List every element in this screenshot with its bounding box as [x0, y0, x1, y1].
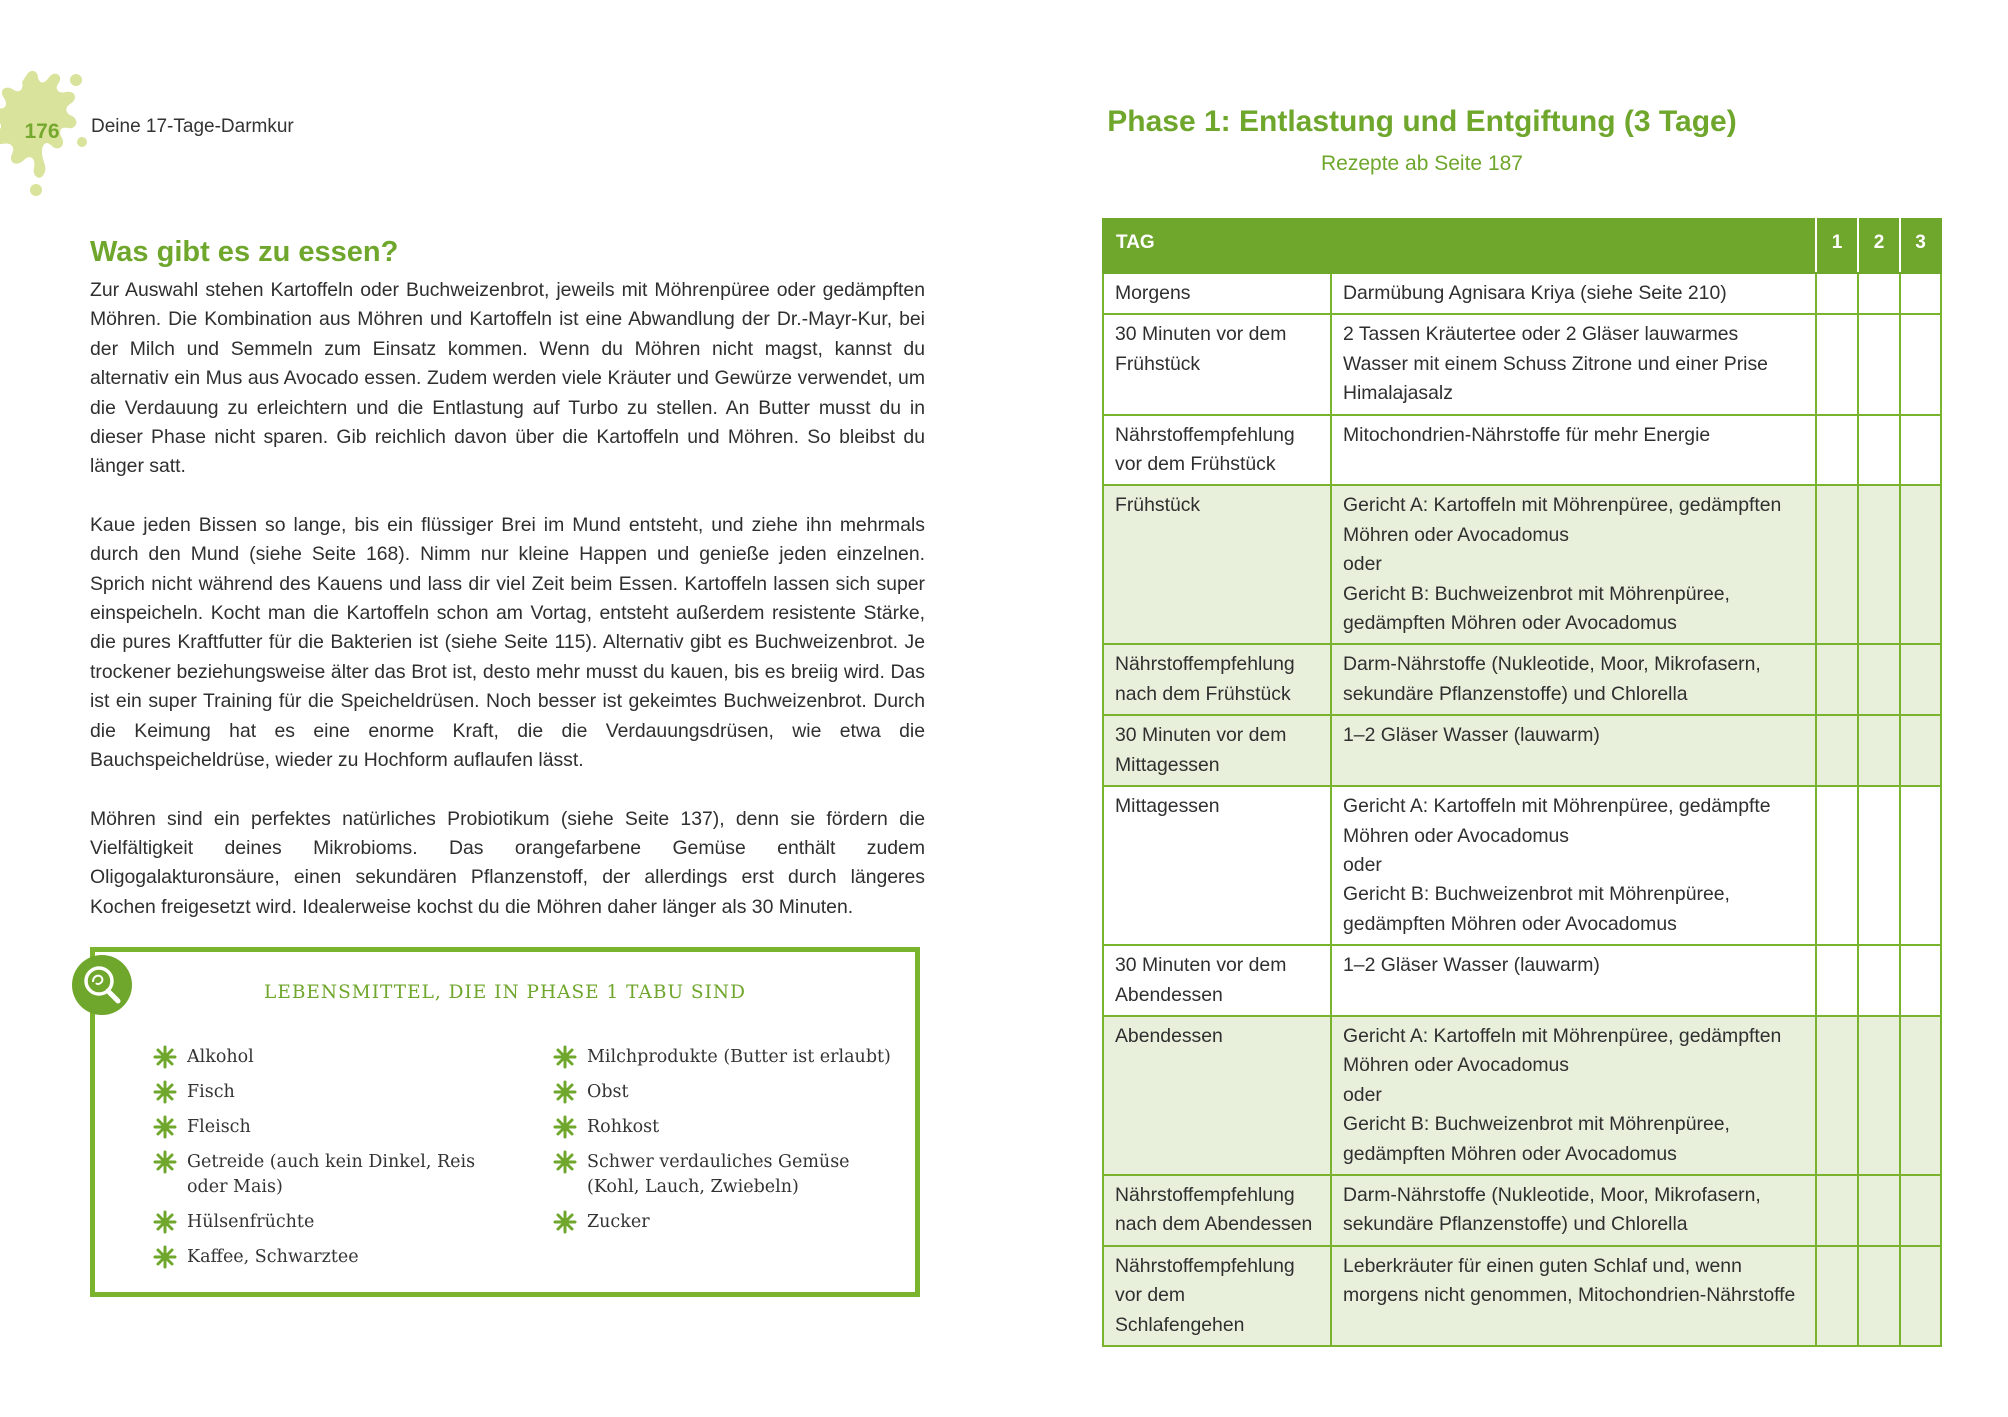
row-label: Nährstoffempfehlung vor dem Frühstück [1103, 415, 1331, 486]
list-item: Zucker [553, 1210, 903, 1235]
bullet-star-icon [153, 1080, 177, 1104]
table-row [1103, 485, 1941, 644]
row-label: Nährstoffempfehlung nach dem Frühstück [1103, 644, 1331, 715]
table-body [1103, 273, 1941, 1346]
list-item: Kaffee, Schwarztee [153, 1245, 483, 1270]
phase-title: Phase 1: Entlastung und Entgiftung (3 Tage) [1107, 105, 1737, 138]
list-item: Milchprodukte (Butter ist erlaubt) [553, 1045, 903, 1070]
bullet-star-icon [553, 1210, 577, 1234]
day-checkbox-cell-3[interactable] [1900, 945, 1941, 1016]
row-content: 1–2 Gläser Wasser (lauwarm) [1331, 945, 1816, 1016]
day-checkbox-cell-3[interactable] [1900, 314, 1941, 414]
bullet-star-icon [553, 1115, 577, 1139]
day-checkbox-cell-1[interactable] [1816, 715, 1858, 786]
bullet-star-icon [153, 1245, 177, 1269]
tabu-list-left [153, 1045, 483, 1280]
day-checkbox-cell-3[interactable] [1900, 1175, 1941, 1246]
header-day-1: 1 [1816, 219, 1858, 273]
day-checkbox-cell-1[interactable] [1816, 644, 1858, 715]
tabu-box-title: LEBENSMITTEL, DIE IN PHASE 1 TABU SIND [264, 982, 746, 1003]
header-tag: TAG [1103, 219, 1816, 273]
row-content: Darmübung Agnisara Kriya (siehe Seite 210) [1331, 273, 1816, 314]
phase-plan-table [1102, 218, 1942, 1347]
row-content: Gericht A: Kartoffeln mit Möhrenpüree, gedämpften Möhren oder Avocadomus oder Gericht B: Buchweizenbrot mit Möhrenpüree, gedämpften Möhren oder Avocadomus [1331, 1016, 1816, 1175]
table-row [1103, 415, 1941, 486]
table-row [1103, 1016, 1941, 1175]
table-row [1103, 314, 1941, 414]
row-label: 30 Minuten vor dem Mittagessen [1103, 715, 1331, 786]
day-checkbox-cell-1[interactable] [1816, 415, 1858, 486]
row-label: 30 Minuten vor dem Abendessen [1103, 945, 1331, 1016]
list-item: Obst [553, 1080, 903, 1105]
row-content: 1–2 Gläser Wasser (lauwarm) [1331, 715, 1816, 786]
day-checkbox-cell-1[interactable] [1816, 1016, 1858, 1175]
row-label: 30 Minuten vor dem Frühstück [1103, 314, 1331, 414]
day-checkbox-cell-2[interactable] [1858, 485, 1900, 644]
list-item: Schwer verdauliches Gemüse (Kohl, Lauch, Zwiebeln) [553, 1150, 903, 1200]
day-checkbox-cell-2[interactable] [1858, 1016, 1900, 1175]
header-day-2: 2 [1858, 219, 1900, 273]
table-row [1103, 644, 1941, 715]
bullet-star-icon [553, 1080, 577, 1104]
row-content: Leberkräuter für einen guten Schlaf und, wenn morgens nicht genommen, Mitochondrien-Nährstoffe [1331, 1246, 1816, 1346]
row-label: Abendessen [1103, 1016, 1331, 1175]
phase-subtitle: Rezepte ab Seite 187 [1321, 152, 1523, 175]
list-item: Alkohol [153, 1045, 483, 1070]
row-label: Nährstoffempfehlung vor dem Schlafengehen [1103, 1246, 1331, 1346]
running-head: Deine 17-Tage-Darmkur [91, 116, 294, 137]
list-item: Rohkost [553, 1115, 903, 1140]
day-checkbox-cell-2[interactable] [1858, 273, 1900, 314]
body-text [90, 276, 925, 922]
table-header-row [1103, 219, 1941, 273]
table-row [1103, 273, 1941, 314]
list-item: Fleisch [153, 1115, 483, 1140]
day-checkbox-cell-3[interactable] [1900, 1016, 1941, 1175]
row-label: Nährstoffempfehlung nach dem Abendessen [1103, 1175, 1331, 1246]
day-checkbox-cell-3[interactable] [1900, 485, 1941, 644]
row-label: Frühstück [1103, 485, 1331, 644]
day-checkbox-cell-2[interactable] [1858, 715, 1900, 786]
day-checkbox-cell-1[interactable] [1816, 485, 1858, 644]
day-checkbox-cell-2[interactable] [1858, 314, 1900, 414]
day-checkbox-cell-3[interactable] [1900, 644, 1941, 715]
day-checkbox-cell-1[interactable] [1816, 1175, 1858, 1246]
list-item: Hülsenfrüchte [153, 1210, 483, 1235]
row-content: Darm-Nährstoffe (Nukleotide, Moor, Mikrofasern, sekundäre Pflanzenstoffe) und Chlorella [1331, 1175, 1816, 1246]
day-checkbox-cell-2[interactable] [1858, 1246, 1900, 1346]
table-row [1103, 1246, 1941, 1346]
header-day-3: 3 [1900, 219, 1941, 273]
row-content: Mitochondrien-Nährstoffe für mehr Energie [1331, 415, 1816, 486]
day-checkbox-cell-2[interactable] [1858, 1175, 1900, 1246]
day-checkbox-cell-2[interactable] [1858, 945, 1900, 1016]
row-content: Gericht A: Kartoffeln mit Möhrenpüree, gedämpften Möhren oder Avocadomus oder Gericht B: Buchweizenbrot mit Möhrenpüree, gedämpften Möhren oder Avocadomus [1331, 485, 1816, 644]
row-content: Darm-Nährstoffe (Nukleotide, Moor, Mikrofasern, sekundäre Pflanzenstoffe) und Chlorella [1331, 644, 1816, 715]
day-checkbox-cell-3[interactable] [1900, 1246, 1941, 1346]
list-item: Fisch [153, 1080, 483, 1105]
paragraph: Möhren sind ein perfektes natürliches Probiotikum (siehe Seite 137), denn sie fördern die Vielfältigkeit deines Mikrobioms. Das orangefarbene Gemüse enthält zudem Oligogalakturonsäure, einen sekundären Pflanzenstoff, der allerdings erst durch längeres Kochen freigesetzt wird. Idealerweise kochst du die Möhren daher länger als 30 Minuten. [90, 807, 925, 918]
day-checkbox-cell-3[interactable] [1900, 786, 1941, 945]
table-row [1103, 715, 1941, 786]
bullet-star-icon [553, 1150, 577, 1174]
row-label: Mittagessen [1103, 786, 1331, 945]
bullet-star-icon [153, 1210, 177, 1234]
table-row [1103, 945, 1941, 1016]
bullet-star-icon [153, 1150, 177, 1174]
table-row [1103, 1175, 1941, 1246]
tabu-box [90, 947, 920, 1297]
row-content: 2 Tassen Kräutertee oder 2 Gläser lauwarmes Wasser mit einem Schuss Zitrone und einer Prise Himalajasalz [1331, 314, 1816, 414]
day-checkbox-cell-3[interactable] [1900, 415, 1941, 486]
day-checkbox-cell-2[interactable] [1858, 644, 1900, 715]
day-checkbox-cell-1[interactable] [1816, 1246, 1858, 1346]
table-row [1103, 786, 1941, 945]
bullet-star-icon [153, 1115, 177, 1139]
day-checkbox-cell-3[interactable] [1900, 715, 1941, 786]
day-checkbox-cell-1[interactable] [1816, 273, 1858, 314]
tabu-list-right [553, 1045, 903, 1245]
bullet-star-icon [153, 1045, 177, 1069]
list-item: Getreide (auch kein Dinkel, Reis oder Mais) [153, 1150, 483, 1200]
row-label: Morgens [1103, 273, 1331, 314]
day-checkbox-cell-1[interactable] [1816, 314, 1858, 414]
day-checkbox-cell-3[interactable] [1900, 273, 1941, 314]
day-checkbox-cell-1[interactable] [1816, 786, 1858, 945]
section-heading: Was gibt es zu essen? [90, 236, 399, 268]
day-checkbox-cell-1[interactable] [1816, 945, 1858, 1016]
paragraph: Zur Auswahl stehen Kartoffeln oder Buchweizenbrot, jeweils mit Möhrenpüree oder gedämpften Möhren. Die Kombination aus Möhren und Kartoffeln ist eine Abwandlung der Dr.-Mayr-Kur, bei der Milch und Semmeln zum Einsatz kommen. Wenn du Möhren nicht magst, kannst du alternativ ein Mus aus Avocado essen. Zudem werden viele Kräuter und Gewürze verwendet, um die Verdauung zu erleichtern und die Entlastung auf Turbo zu stellen. An Butter musst du in dieser Phase nicht sparen. Gib reichlich davon über die Kartoffeln und Möhren. So bleibst du länger satt. [90, 279, 925, 478]
day-checkbox-cell-2[interactable] [1858, 415, 1900, 486]
page-number: 176 [24, 120, 60, 143]
row-content: Gericht A: Kartoffeln mit Möhrenpüree, gedämpfte Möhren oder Avocadomus oder Gericht B: Buchweizenbrot mit Möhrenpüree, gedämpften Möhren oder Avocadomus [1331, 786, 1816, 945]
bullet-star-icon [553, 1045, 577, 1069]
magnifier-icon [72, 955, 132, 1015]
paragraph: Kaue jeden Bissen so lange, bis ein flüssiger Brei im Mund entsteht, und ziehe ihn mehrmals durch den Mund (siehe Seite 168). Nimm nur kleine Happen und genieße jeden einzelnen. Sprich nicht während des Kauens und lass dir viel Zeit beim Essen. Kartoffeln lassen sich super einspeicheln. Kocht man die Kartoffeln schon am Vortag, entsteht außerdem resistente Stärke, die pures Kraftfutter für die Bakterien ist (siehe Seite 115). Alternativ gibt es Buchweizenbrot. Je trockener beziehungsweise älter das Brot ist, desto mehr musst du kauen, bis es breiig wird. Das ist ein super Training für die Speicheldrüsen. Noch besser ist gekeimtes Buchweizenbrot. Durch die Keimung hat es eine enorme Kraft, die die Verdauungsdrüsen, wie etwa die Bauchspeicheldrüse, wieder zu Hochform auflaufen lässt. [90, 513, 925, 772]
day-checkbox-cell-2[interactable] [1858, 786, 1900, 945]
